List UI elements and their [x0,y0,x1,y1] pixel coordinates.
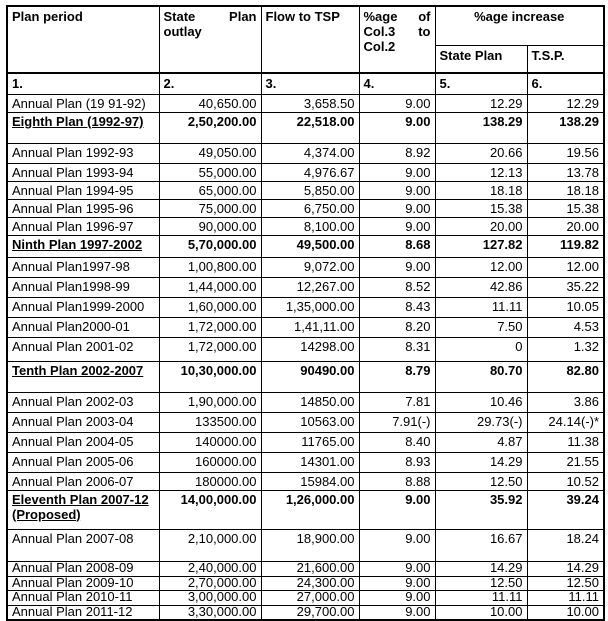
state-plan-outlay-cell: 1,00,800.00 [159,257,261,277]
header-word-col2: Col.2 [363,39,396,54]
table-row [7,605,604,620]
plan-period-cell: Annual Plan2000-01 [7,317,159,337]
header-word-to: to [418,24,431,39]
plan-outlay-table [6,5,605,621]
increase-tsp-cell: 15.38 [527,199,604,217]
header-word-plan: Plan [229,9,257,24]
pct-col3-to-col2-cell: 8.20 [359,317,435,337]
header-pct-col3-to-col2 [359,6,435,73]
header-col-number-4: 4. [359,73,435,94]
increase-state-plan-cell: 14.29 [435,452,527,472]
increase-tsp-cell: 14.29 [527,561,604,576]
table-row [7,529,604,561]
flow-to-tsp-cell: 18,900.00 [261,529,359,561]
increase-state-plan-cell: 138.29 [435,112,527,143]
flow-to-tsp-cell: 6,750.00 [261,199,359,217]
plan-period-cell: Annual Plan 1992-93 [7,143,159,163]
increase-tsp-cell: 11.38 [527,432,604,452]
increase-tsp-cell: 12.29 [527,94,604,112]
state-plan-outlay-cell: 180000.00 [159,472,261,490]
flow-to-tsp-cell: 14850.00 [261,392,359,412]
header-col-number-6: 6. [527,73,604,94]
plan-period-cell: Annual Plan 2004-05 [7,432,159,452]
table-row [7,277,604,297]
increase-tsp-cell: 119.82 [527,235,604,257]
increase-tsp-cell: 18.18 [527,181,604,199]
header-row-numbers [7,73,604,94]
flow-to-tsp-cell: 4,976.67 [261,163,359,181]
table-row [7,412,604,432]
state-plan-outlay-cell: 14,00,000.00 [159,490,261,529]
table-row [7,576,604,590]
pct-col3-to-col2-cell: 9.00 [359,529,435,561]
flow-to-tsp-cell: 8,100.00 [261,217,359,235]
table-row [7,217,604,235]
increase-tsp-cell: 35.22 [527,277,604,297]
state-plan-outlay-cell: 1,60,000.00 [159,297,261,317]
header-increase-tsp: T.S.P. [527,45,604,73]
increase-state-plan-cell: 80.70 [435,361,527,392]
header-word-col3: Col.3 [363,24,396,39]
state-plan-outlay-cell: 133500.00 [159,412,261,432]
table-row [7,199,604,217]
header-pct-line2 [364,24,431,39]
plan-period-cell: Annual Plan 2010-11 [7,590,159,605]
pct-col3-to-col2-cell: 9.00 [359,217,435,235]
increase-state-plan-cell: 12.00 [435,257,527,277]
flow-to-tsp-cell: 14301.00 [261,452,359,472]
table-row [7,235,604,257]
plan-period-cell: Annual Plan 1995-96 [7,199,159,217]
flow-to-tsp-cell: 4,374.00 [261,143,359,163]
flow-to-tsp-cell: 24,300.00 [261,576,359,590]
header-flow-to-tsp: Flow to TSP [261,6,359,73]
state-plan-outlay-cell: 3,30,000.00 [159,605,261,620]
header-word-of: of [418,9,431,24]
table-row [7,561,604,576]
increase-state-plan-cell: 16.67 [435,529,527,561]
state-plan-outlay-cell: 1,72,000.00 [159,337,261,361]
flow-to-tsp-cell: 12,267.00 [261,277,359,297]
flow-to-tsp-cell: 49,500.00 [261,235,359,257]
flow-to-tsp-cell: 10563.00 [261,412,359,432]
increase-state-plan-cell: 20.66 [435,143,527,163]
pct-col3-to-col2-cell: 9.00 [359,605,435,620]
pct-col3-to-col2-cell: 9.00 [359,257,435,277]
state-plan-outlay-cell: 2,40,000.00 [159,561,261,576]
increase-state-plan-cell: 10.46 [435,392,527,412]
table-row [7,143,604,163]
state-plan-outlay-cell: 2,50,200.00 [159,112,261,143]
increase-tsp-cell: 1.32 [527,337,604,361]
state-plan-outlay-cell: 49,050.00 [159,143,261,163]
plan-period-cell: Annual Plan 1993-94 [7,163,159,181]
increase-tsp-cell: 82.80 [527,361,604,392]
table-row [7,317,604,337]
pct-col3-to-col2-cell: 9.00 [359,490,435,529]
flow-to-tsp-cell: 15984.00 [261,472,359,490]
plan-period-cell: Tenth Plan 2002-2007 [7,361,159,392]
pct-col3-to-col2-cell: 8.88 [359,472,435,490]
increase-tsp-cell: 3.86 [527,392,604,412]
plan-period-cell: Annual Plan 2006-07 [7,472,159,490]
plan-period-cell: Annual Plan 2007-08 [7,529,159,561]
plan-period-cell: Annual Plan 2003-04 [7,412,159,432]
increase-state-plan-cell: 12.50 [435,576,527,590]
table-row [7,337,604,361]
pct-col3-to-col2-cell: 9.00 [359,181,435,199]
flow-to-tsp-cell: 14298.00 [261,337,359,361]
increase-tsp-cell: 39.24 [527,490,604,529]
pct-col3-to-col2-cell: 9.00 [359,199,435,217]
increase-tsp-cell: 20.00 [527,217,604,235]
pct-col3-to-col2-cell: 9.00 [359,163,435,181]
increase-tsp-cell: 4.53 [527,317,604,337]
pct-col3-to-col2-cell: 8.52 [359,277,435,297]
state-plan-outlay-cell: 10,30,000.00 [159,361,261,392]
document-page [6,5,605,621]
plan-period-cell: Annual Plan 2001-02 [7,337,159,361]
increase-tsp-cell: 10.00 [527,605,604,620]
state-plan-outlay-cell: 40,650.00 [159,94,261,112]
state-plan-outlay-cell: 140000.00 [159,432,261,452]
plan-period-cell: Annual Plan 2005-06 [7,452,159,472]
plan-period-cell: Annual Plan 2009-10 [7,576,159,590]
state-plan-outlay-cell: 3,00,000.00 [159,590,261,605]
pct-col3-to-col2-cell: 9.00 [359,576,435,590]
increase-state-plan-cell: 35.92 [435,490,527,529]
plan-period-cell: Annual Plan 1996-97 [7,217,159,235]
flow-to-tsp-cell: 90490.00 [261,361,359,392]
header-col-number-1: 1. [7,73,159,94]
increase-state-plan-cell: 42.86 [435,277,527,297]
state-plan-outlay-cell: 65,000.00 [159,181,261,199]
pct-col3-to-col2-cell: 8.40 [359,432,435,452]
flow-to-tsp-cell: 3,658.50 [261,94,359,112]
state-plan-outlay-cell: 160000.00 [159,452,261,472]
plan-period-cell: Annual Plan1998-99 [7,277,159,297]
state-plan-outlay-cell: 2,70,000.00 [159,576,261,590]
state-plan-outlay-cell: 90,000.00 [159,217,261,235]
increase-state-plan-cell: 15.38 [435,199,527,217]
table-row [7,112,604,143]
increase-tsp-cell: 11.11 [527,590,604,605]
table-row [7,432,604,452]
increase-state-plan-cell: 7.50 [435,317,527,337]
increase-tsp-cell: 21.55 [527,452,604,472]
pct-col3-to-col2-cell: 7.91(-) [359,412,435,432]
pct-col3-to-col2-cell: 8.93 [359,452,435,472]
pct-col3-to-col2-cell: 8.79 [359,361,435,392]
increase-state-plan-cell: 4.87 [435,432,527,452]
flow-to-tsp-cell: 9,072.00 [261,257,359,277]
increase-tsp-cell: 13.78 [527,163,604,181]
increase-state-plan-cell: 12.50 [435,472,527,490]
header-word-outlay: outlay [163,24,202,39]
increase-tsp-cell: 18.24 [527,529,604,561]
flow-to-tsp-cell: 21,600.00 [261,561,359,576]
header-increase-state-plan: State Plan [435,45,527,73]
increase-tsp-cell: 12.50 [527,576,604,590]
increase-state-plan-cell: 12.29 [435,94,527,112]
state-plan-outlay-cell: 1,72,000.00 [159,317,261,337]
state-plan-outlay-cell: 5,70,000.00 [159,235,261,257]
increase-state-plan-cell: 29.73(-) [435,412,527,432]
plan-period-cell: Eleventh Plan 2007-12 (Proposed) [7,490,159,529]
table-row [7,490,604,529]
pct-col3-to-col2-cell: 9.00 [359,590,435,605]
increase-tsp-cell: 10.05 [527,297,604,317]
increase-state-plan-cell: 14.29 [435,561,527,576]
plan-period-cell: Annual Plan 2008-09 [7,561,159,576]
table-row [7,257,604,277]
increase-state-plan-cell: 11.11 [435,297,527,317]
pct-col3-to-col2-cell: 9.00 [359,94,435,112]
header-word-pctage: %age [363,9,398,24]
header-state-plan-line1 [164,9,257,24]
table-row [7,297,604,317]
state-plan-outlay-cell: 55,000.00 [159,163,261,181]
increase-state-plan-cell: 20.00 [435,217,527,235]
pct-col3-to-col2-cell: 8.31 [359,337,435,361]
state-plan-outlay-cell: 1,90,000.00 [159,392,261,412]
header-plan-period: Plan period [7,6,159,73]
increase-tsp-cell: 19.56 [527,143,604,163]
increase-tsp-cell: 12.00 [527,257,604,277]
pct-col3-to-col2-cell: 9.00 [359,112,435,143]
increase-state-plan-cell: 127.82 [435,235,527,257]
increase-tsp-cell: 24.14(-)* [527,412,604,432]
plan-period-cell: Annual Plan (19 91-92) [7,94,159,112]
increase-tsp-cell: 10.52 [527,472,604,490]
increase-state-plan-cell: 11.11 [435,590,527,605]
flow-to-tsp-cell: 1,41,11.00 [261,317,359,337]
table-row [7,472,604,490]
header-pct-increase: %age increase [435,6,604,45]
increase-tsp-cell: 138.29 [527,112,604,143]
state-plan-outlay-cell: 2,10,000.00 [159,529,261,561]
header-word-state: State [163,9,196,24]
increase-state-plan-cell: 0 [435,337,527,361]
pct-col3-to-col2-cell: 8.92 [359,143,435,163]
plan-period-cell: Annual Plan 1994-95 [7,181,159,199]
plan-period-cell: Annual Plan1999-2000 [7,297,159,317]
flow-to-tsp-cell: 5,850.00 [261,181,359,199]
increase-state-plan-cell: 18.18 [435,181,527,199]
plan-period-cell: Annual Plan 2002-03 [7,392,159,412]
increase-state-plan-cell: 12.13 [435,163,527,181]
table-header [7,6,604,94]
table-row [7,452,604,472]
header-col-number-2: 2. [159,73,261,94]
pct-col3-to-col2-cell: 9.00 [359,561,435,576]
flow-to-tsp-cell: 27,000.00 [261,590,359,605]
header-row-main [7,6,604,45]
plan-period-cell: Eighth Plan (1992-97) [7,112,159,143]
table-row [7,181,604,199]
table-body [7,94,604,620]
flow-to-tsp-cell: 1,26,000.00 [261,490,359,529]
increase-state-plan-cell: 10.00 [435,605,527,620]
table-row [7,163,604,181]
pct-col3-to-col2-cell: 8.68 [359,235,435,257]
state-plan-outlay-cell: 1,44,000.00 [159,277,261,297]
table-row [7,392,604,412]
pct-col3-to-col2-cell: 8.43 [359,297,435,317]
flow-to-tsp-cell: 22,518.00 [261,112,359,143]
plan-period-cell: Ninth Plan 1997-2002 [7,235,159,257]
state-plan-outlay-cell: 75,000.00 [159,199,261,217]
flow-to-tsp-cell: 1,35,000.00 [261,297,359,317]
header-state-plan-outlay [159,6,261,73]
header-col-number-3: 3. [261,73,359,94]
header-pct-line1 [364,9,431,24]
header-col-number-5: 5. [435,73,527,94]
flow-to-tsp-cell: 29,700.00 [261,605,359,620]
table-row [7,361,604,392]
plan-period-cell: Annual Plan 2011-12 [7,605,159,620]
flow-to-tsp-cell: 11765.00 [261,432,359,452]
pct-col3-to-col2-cell: 7.81 [359,392,435,412]
plan-period-cell: Annual Plan1997-98 [7,257,159,277]
table-row [7,94,604,112]
table-row [7,590,604,605]
